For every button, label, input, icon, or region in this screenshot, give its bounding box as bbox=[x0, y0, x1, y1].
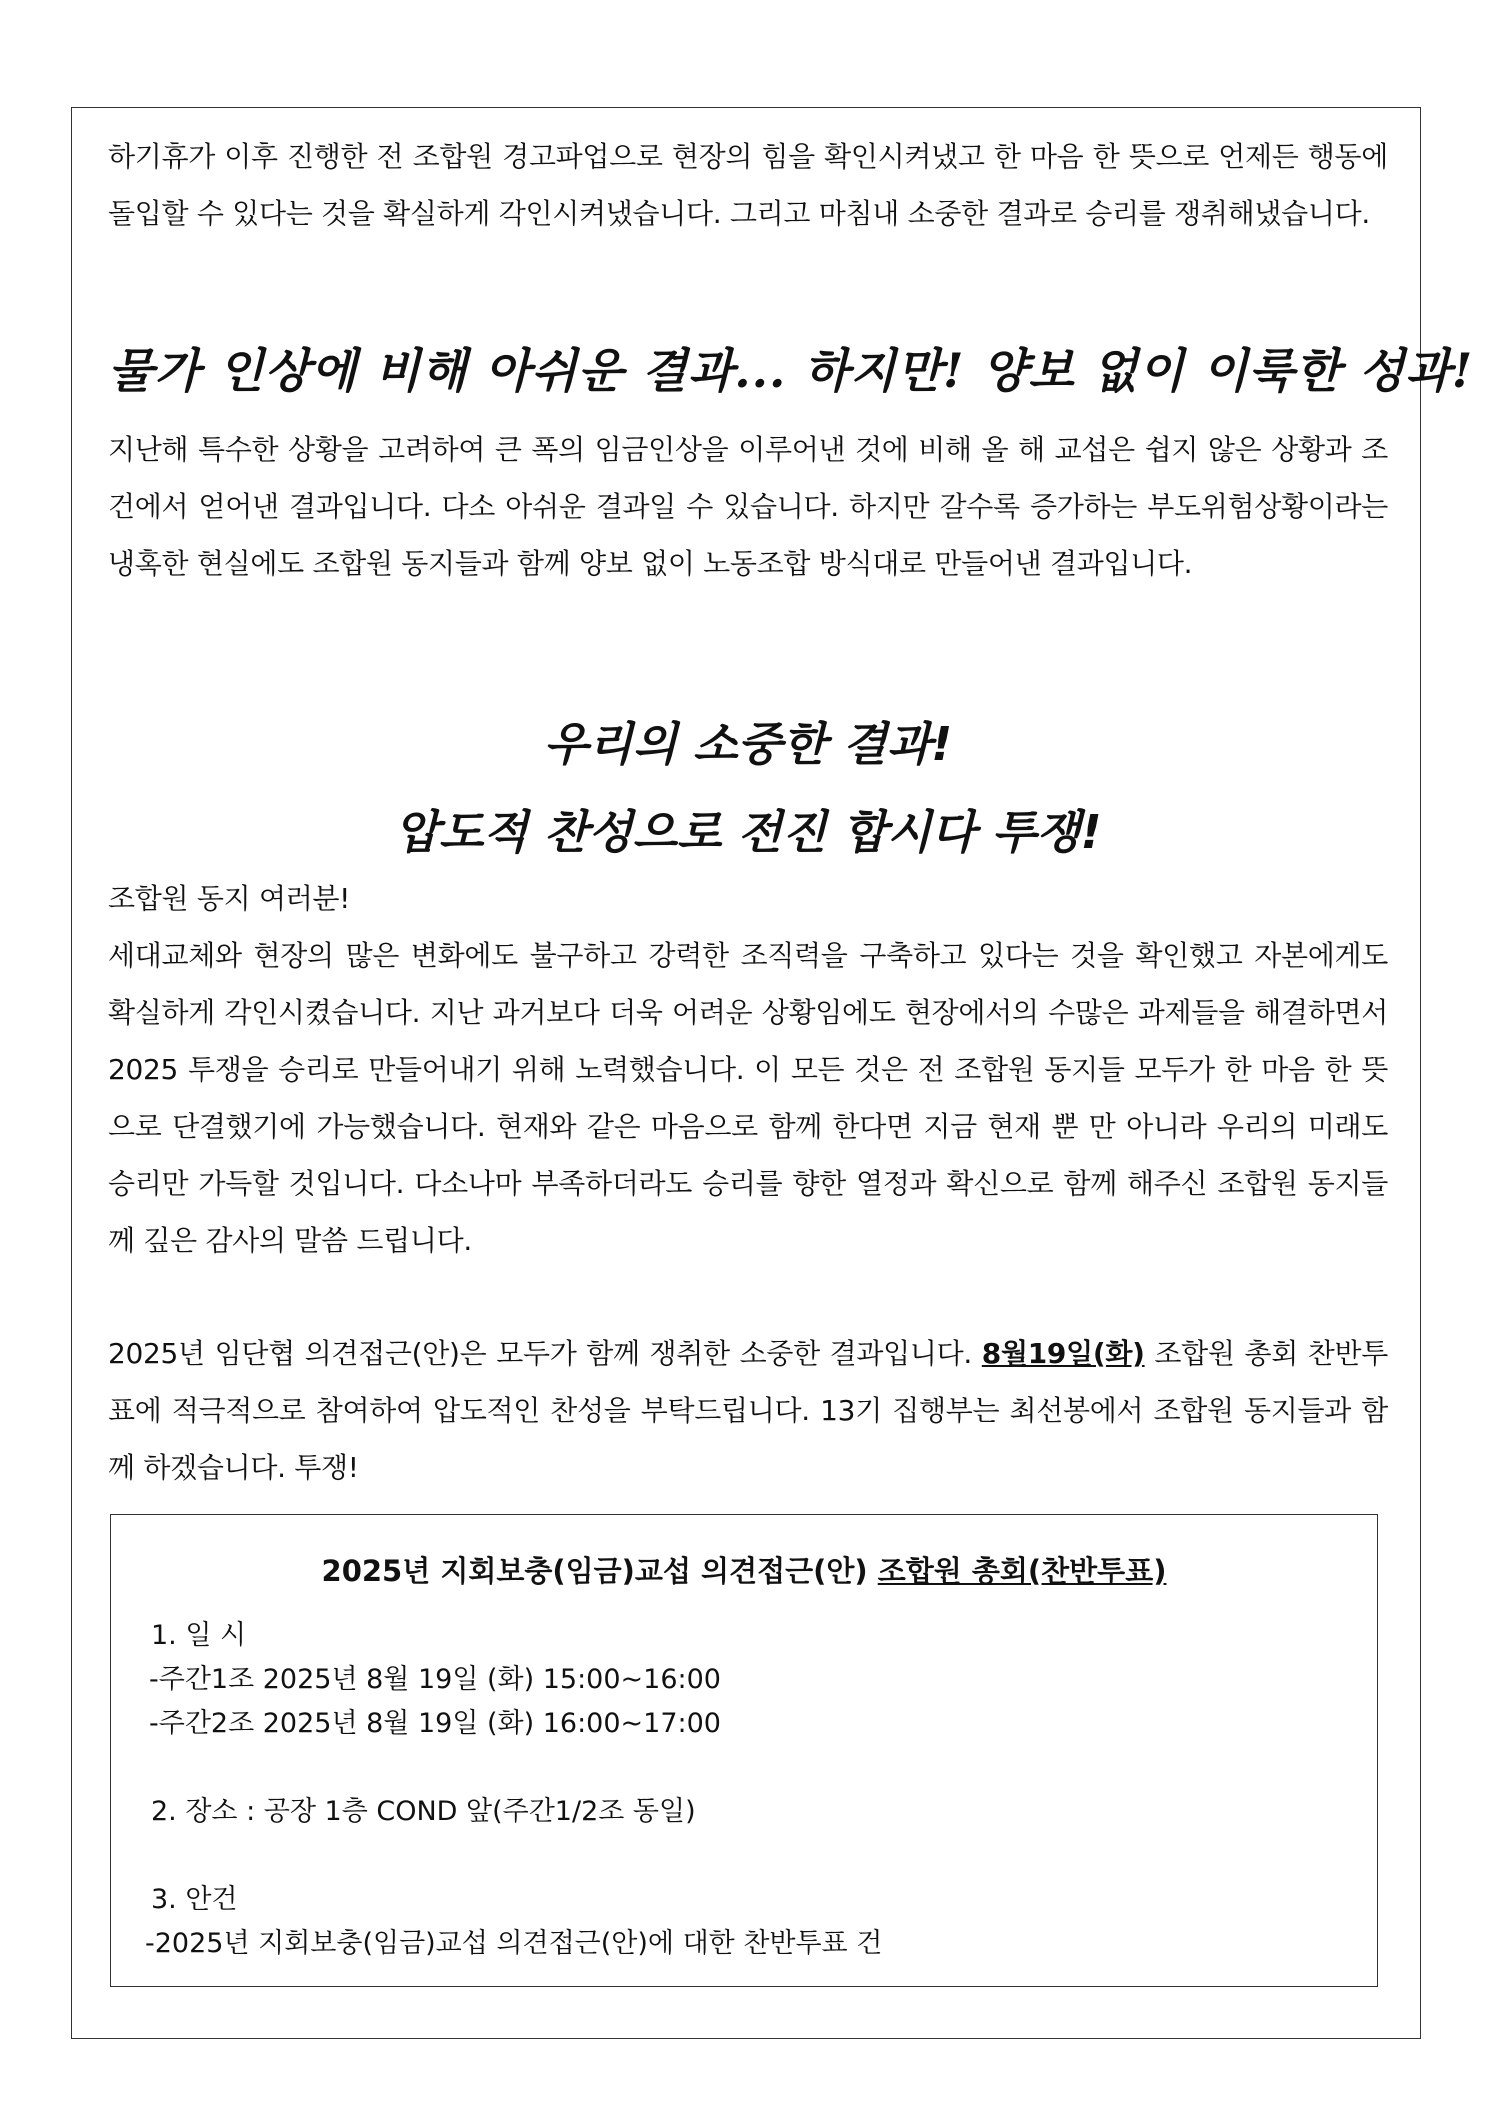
notice-title-underlined: 조합원 총회(찬반투표) bbox=[877, 1554, 1167, 1588]
closing-paragraph bbox=[108, 1325, 1388, 1496]
notice-item3-line1: -2025년 지회보충(임금)교섭 의견접근(안)에 대한 찬반투표 건 bbox=[145, 1928, 883, 1959]
closing-text-before: 2025년 임단협 의견접근(안)은 모두가 함께 쟁취한 소중한 결과입니다. bbox=[108, 1337, 982, 1370]
notice-title bbox=[111, 1549, 1377, 1590]
intro-paragraph: 하기휴가 이후 진행한 전 조합원 경고파업으로 현장의 힘을 확인시켜냈고 한 마음 한 뜻으로 언제든 행동에 돌입할 수 있다는 것을 확실하게 각인시켜냈습니다. 그리고 마침내 소중한 결과로 승리를 쟁취해냈습니다. bbox=[108, 140, 1388, 230]
section2-heading-line1: 우리의 소중한 결과! bbox=[543, 717, 953, 771]
notice-item2: 2. 장소 : 공장 1층 COND 앞(주간1/2조 동일) bbox=[151, 1796, 696, 1827]
vote-date: 8월19일(화) bbox=[981, 1337, 1145, 1370]
section2-paragraph: 세대교체와 현장의 많은 변화에도 불구하고 강력한 조직력을 구축하고 있다는 것을 확인했고 자본에게도 확실하게 각인시켰습니다. 지난 과거보다 더욱 어려운 상황임에도 현장에서의 수많은 과제들을 해결하면서 2025 투쟁을 승리로 만들어내기 위해 노력했습니다. 이 모든 것은 전 조합원 동지들 모두가 한 마음 한 뜻으로 단결했기에 가능했습니다. 현재와 같은 마음으로 함께 한다면 지금 현재 뿐 만 아니라 우리의 미래도 승리만 가득할 것입니다. 다소나마 부족하더라도 승리를 향한 열정과 확신으로 함께 해주신 조합원 동지들께 깊은 감사의 말씀 드립니다. bbox=[108, 939, 1388, 1257]
section2-greeting: 조합원 동지 여러분! bbox=[108, 882, 351, 915]
notice-item1-label: 1. 일 시 bbox=[151, 1620, 247, 1651]
notice-item1-line1: -주간1조 2025년 8월 19일 (화) 15:00~16:00 bbox=[149, 1664, 721, 1695]
section2-heading-line2: 압도적 찬성으로 전진 합시다 투쟁! bbox=[394, 805, 1102, 859]
section2-heading bbox=[108, 700, 1388, 876]
notice-title-main: 2025년 지회보충(임금)교섭 의견접근(안) bbox=[321, 1554, 878, 1588]
notice-box bbox=[110, 1514, 1378, 1987]
section1-heading: 물가 인상에 비해 아쉬운 결과... 하지만! 양보 없이 이룩한 성과! bbox=[108, 344, 1474, 399]
notice-item1-line2: -주간2조 2025년 8월 19일 (화) 16:00~17:00 bbox=[149, 1708, 721, 1739]
section1-paragraph: 지난해 특수한 상황을 고려하여 큰 폭의 임금인상을 이루어낸 것에 비해 올 해 교섭은 쉽지 않은 상황과 조건에서 얻어낸 결과입니다. 다소 아쉬운 결과일 수 있습니다. 하지만 갈수록 증가하는 부도위험상황이라는 냉혹한 현실에도 조합원 동지들과 함께 양보 없이 노동조합 방식대로 만들어낸 결과입니다. bbox=[108, 433, 1388, 580]
closing-text-after: 조합원 총회 찬반투표에 적극적으로 참여하여 압도적인 찬성을 부탁드립니다. 13기 집행부는 최선봉에서 조합원 동지들과 함께 하겠습니다. 투쟁! bbox=[108, 1337, 1388, 1484]
notice-item3-label: 3. 안건 bbox=[151, 1884, 238, 1915]
